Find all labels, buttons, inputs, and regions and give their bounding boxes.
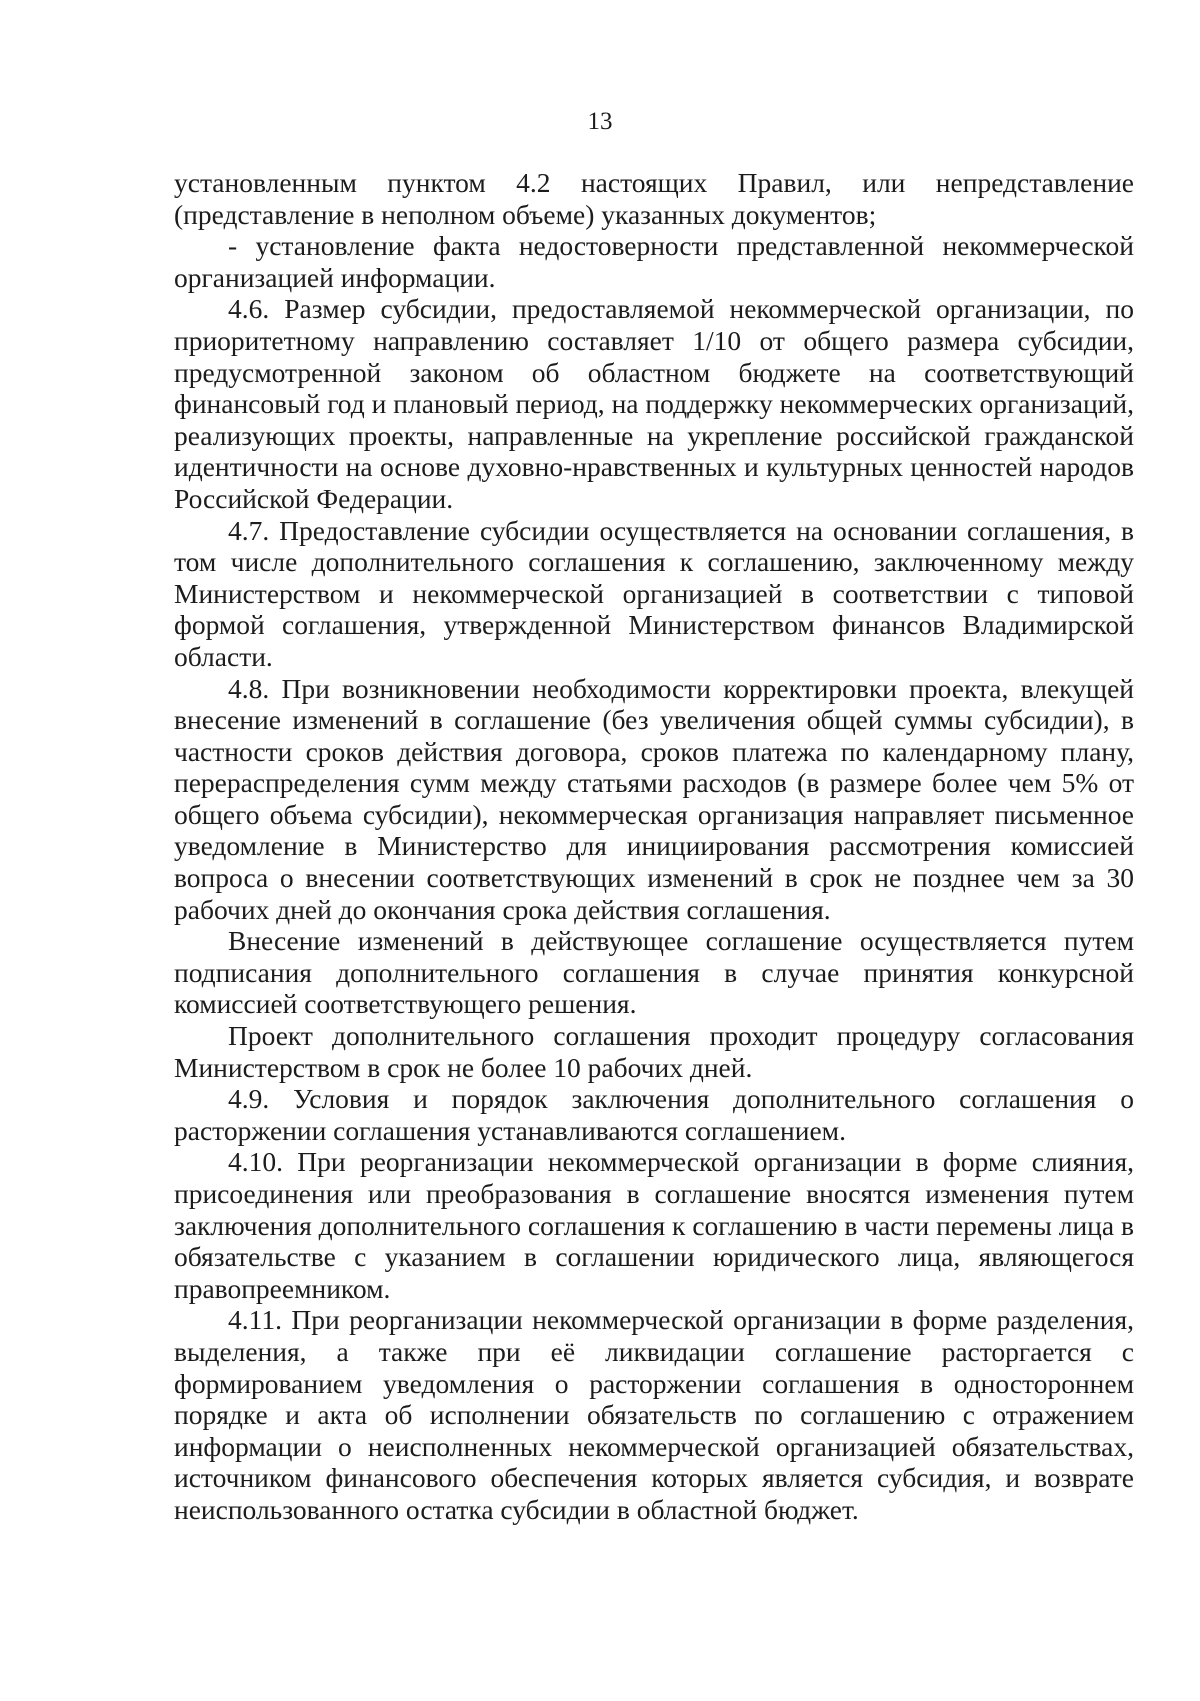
paragraph-4-11: 4.11. При реорганизации некоммерческой организации в форме разделения, выделения, а также при её ликвидации соглашение расторгается с формированием уведомления о расторжении соглашения в одностороннем порядке и акта об исполнении обязательств по соглашению с отражением информации о неисполненных некоммерческой организацией обязательствах, источником финансового обеспечения которых является субсидия, и возврате неиспользованного остатка субсидии в областной бюджет.	[174, 1304, 1134, 1525]
paragraph-bullet: - установление факта недостоверности представленной некоммерческой организацией информации.	[174, 230, 1134, 293]
paragraph-4-10: 4.10. При реорганизации некоммерческой организации в форме слияния, присоединения или преобразования в соглашение вносятся изменения путем заключения дополнительного соглашения к соглашению в части перемены лица в обязательстве с указанием в соглашении юридического лица, являющегося правопреемником.	[174, 1146, 1134, 1304]
paragraph-4-6: 4.6. Размер субсидии, предоставляемой некоммерческой организации, по приоритетному направлению составляет 1/10 от общего размера субсидии, предусмотренной законом об областном бюджете на соответствующий финансовый год и плановый период, на поддержку некоммерческих организаций, реализующих проекты, направленные на укрепление российской гражданской идентичности на основе духовно-нравственных и культурных ценностей народов Российской Федерации.	[174, 293, 1134, 514]
paragraph-approval: Проект дополнительного соглашения проходит процедуру согласования Министерством в срок не более 10 рабочих дней.	[174, 1020, 1134, 1083]
document-body	[174, 167, 1134, 1526]
page-number: 13	[587, 108, 613, 135]
paragraph-4-7: 4.7. Предоставление субсидии осуществляется на основании соглашения, в том числе дополнительного соглашения к соглашению, заключенному между Министерством и некоммерческой организацией в соответствии с типовой формой соглашения, утвержденной Министерством финансов Владимирской области.	[174, 514, 1134, 672]
paragraph-amendment: Внесение изменений в действующее соглашение осуществляется путем подписания дополнительного соглашения в случае принятия конкурсной комиссией соответствующего решения.	[174, 925, 1134, 1020]
paragraph-continuation: установленным пунктом 4.2 настоящих Правил, или непредставление (представление в неполном объеме) указанных документов;	[174, 167, 1134, 230]
paragraph-4-8: 4.8. При возникновении необходимости корректировки проекта, влекущей внесение изменений в соглашение (без увеличения общей суммы субсидии), в частности сроков действия договора, сроков платежа по календарному плану, перераспределения сумм между статьями расходов (в размере более чем 5% от общего объема субсидии), некоммерческая организация направляет письменное уведомление в Министерство для инициирования рассмотрения комиссией вопроса о внесении соответствующих изменений в срок не позднее чем за 30 рабочих дней до окончания срока действия соглашения.	[174, 672, 1134, 925]
paragraph-4-9: 4.9. Условия и порядок заключения дополнительного соглашения о расторжении соглашения устанавливаются соглашением.	[174, 1083, 1134, 1146]
